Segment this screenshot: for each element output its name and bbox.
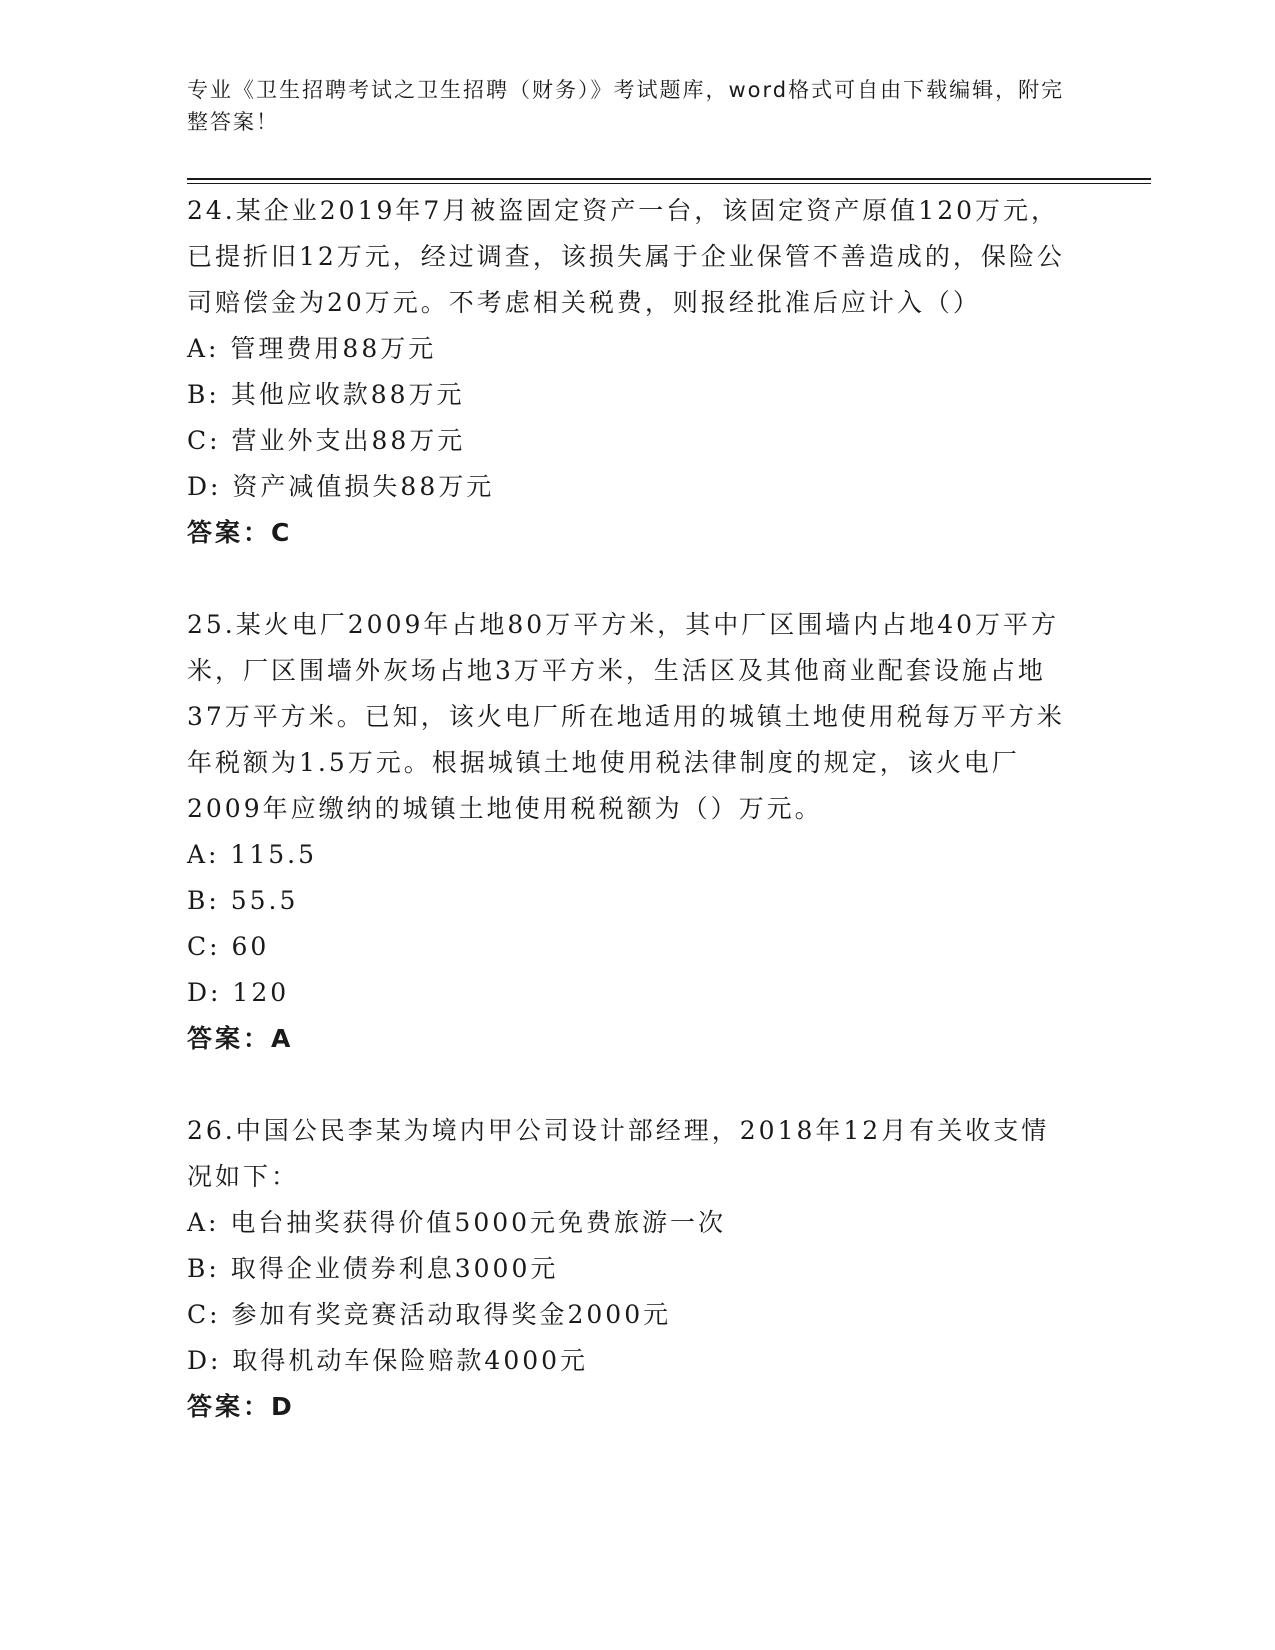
question-spacer xyxy=(187,556,1067,602)
option-b: B: 55.5 xyxy=(187,886,299,915)
question-25 xyxy=(187,602,1067,1062)
option-a: A: 电台抽奖获得价值5000元免费旅游一次 xyxy=(187,1208,727,1237)
header-rule-thin xyxy=(187,183,1151,184)
header-rule-thick xyxy=(187,178,1151,180)
option-d: D: 120 xyxy=(187,978,290,1007)
option-b: B: 取得企业债券利息3000元 xyxy=(187,1254,559,1283)
question-list xyxy=(187,188,1067,1430)
option-c: C: 60 xyxy=(187,932,270,961)
option-a: A: 115.5 xyxy=(187,840,317,869)
option-c: C: 参加有奖竞赛活动取得奖金2000元 xyxy=(187,1300,672,1329)
option-c: C: 营业外支出88万元 xyxy=(187,426,466,455)
answer-line: 答案：A xyxy=(187,1024,294,1053)
question-spacer xyxy=(187,1062,1067,1108)
question-24 xyxy=(187,188,1067,556)
question-26 xyxy=(187,1108,1067,1430)
option-d: D: 取得机动车保险赔款4000元 xyxy=(187,1346,589,1375)
answer-line: 答案：C xyxy=(187,518,293,547)
document-header: 专业《卫生招聘考试之卫生招聘（财务）》考试题库，word格式可自由下载编辑，附完整答案！ xyxy=(187,78,1065,134)
option-d: D: 资产减值损失88万元 xyxy=(187,472,495,501)
option-b: B: 其他应收款88万元 xyxy=(187,380,465,409)
question-stem: 25.某火电厂2009年占地80万平方米，其中厂区围墙内占地40万平方米，厂区围墙外灰场占地3万平方米，生活区及其他商业配套设施占地37万平方米。已知，该火电厂所在地适用的城镇土地使用税每万平方米年税额为1.5万元。根据城镇土地使用税法律制度的规定，该火电厂2009年应缴纳的城镇土地使用税税额为（）万元。 xyxy=(187,610,1065,823)
option-a: A: 管理费用88万元 xyxy=(187,334,437,363)
question-stem: 26.中国公民李某为境内甲公司设计部经理，2018年12月有关收支情况如下： xyxy=(187,1116,1050,1191)
question-stem: 24.某企业2019年7月被盗固定资产一台，该固定资产原值120万元，已提折旧12万元，经过调查，该损失属于企业保管不善造成的，保险公司赔偿金为20万元。不考虑相关税费，则报经批准后应计入（） xyxy=(187,196,1065,317)
answer-line: 答案：D xyxy=(187,1392,295,1421)
